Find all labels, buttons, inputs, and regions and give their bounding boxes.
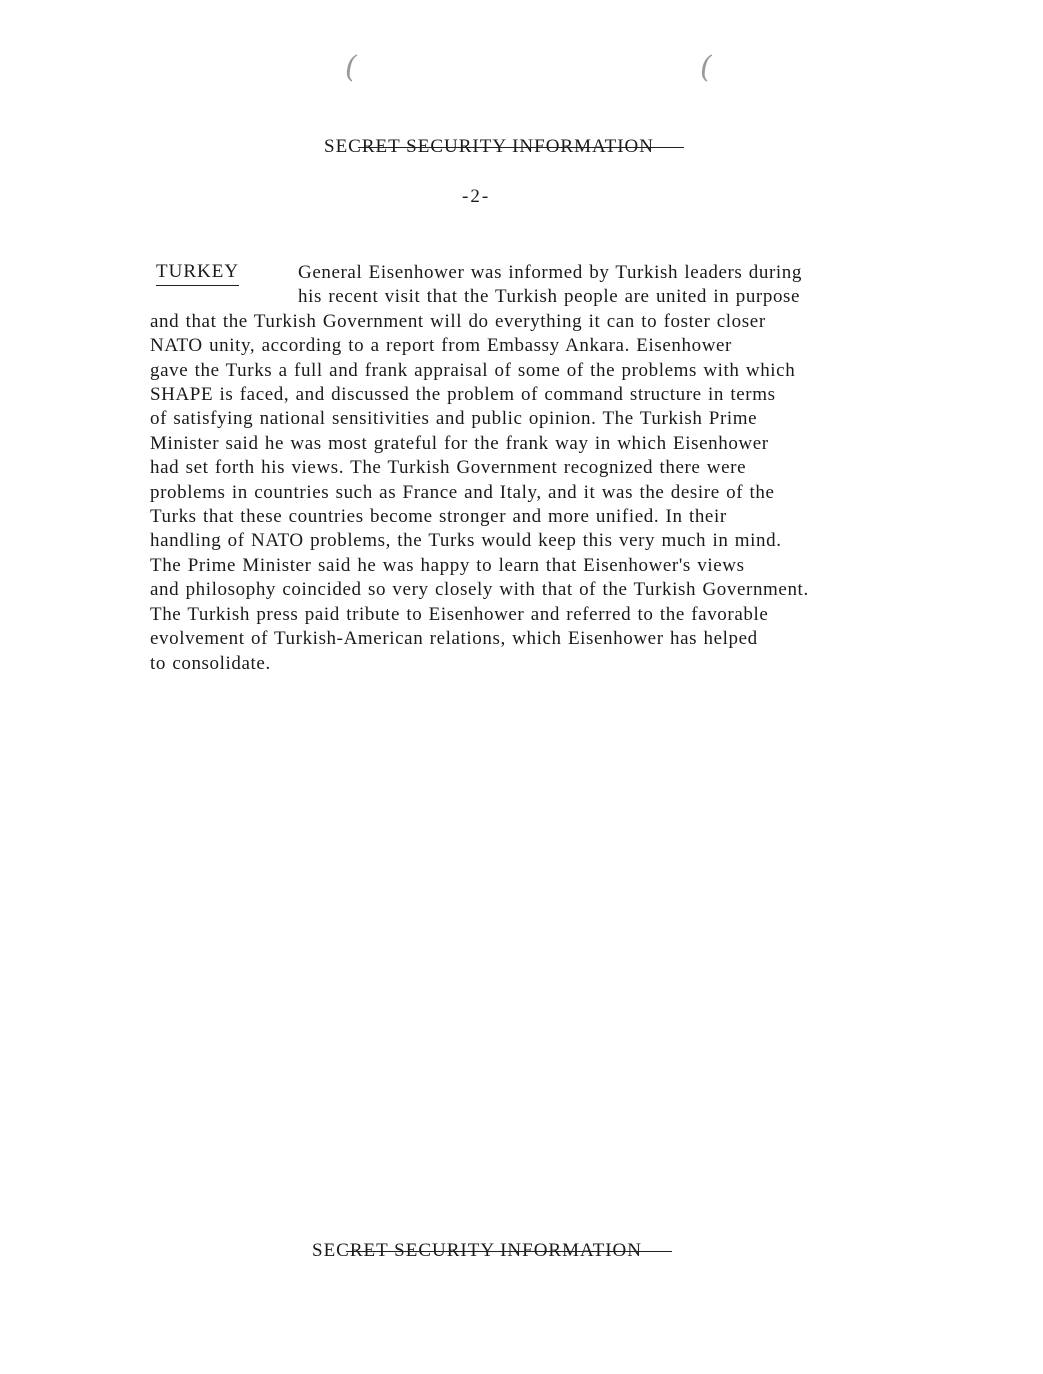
- section-label: TURKEY: [156, 261, 239, 286]
- binding-mark-left: (: [345, 50, 357, 85]
- body-line: to consolidate.: [150, 652, 271, 674]
- body-line: problems in countries such as France and Italy, and it was the desire of the: [150, 481, 775, 503]
- body-line: Turks that these countries become stronger and more unified. In their: [150, 506, 727, 528]
- body-line: had set forth his views. The Turkish Government recognized there were: [150, 457, 747, 479]
- body-line: Minister said he was most grateful for the frank way in which Eisenhower: [150, 432, 769, 454]
- section-body: [150, 261, 1000, 676]
- body-line: gave the Turks a full and frank appraisal of some of the problems with which: [150, 359, 796, 381]
- body-line: NATO unity, according to a report from Embassy Ankara. Eisenhower: [150, 335, 732, 357]
- page-number: -2-: [462, 186, 491, 207]
- body-line: General Eisenhower was informed by Turkish leaders during: [298, 262, 802, 283]
- body-line: of satisfying national sensitivities and public opinion. The Turkish Prime: [150, 408, 758, 430]
- classification-struck-text: RET SECURITY INFORMATION: [361, 136, 654, 157]
- classification-kept-text: SEC: [312, 1240, 350, 1261]
- body-line: and that the Turkish Government will do everything it can to foster closer: [150, 310, 766, 332]
- classification-kept-text: SEC: [324, 136, 362, 157]
- classification-struck-text: RET SECURITY INFORMATION: [349, 1240, 642, 1261]
- body-line: The Turkish press paid tribute to Eisenhower and referred to the favorable: [150, 603, 769, 625]
- body-line: and philosophy coincided so very closely with that of the Turkish Government.: [150, 579, 809, 601]
- binding-mark-right: (: [700, 50, 712, 85]
- body-line: evolvement of Turkish-American relations, which Eisenhower has helped: [150, 628, 758, 650]
- footer-classification: [312, 1240, 642, 1262]
- body-line: his recent visit that the Turkish people are united in purpose: [298, 286, 801, 308]
- body-line: handling of NATO problems, the Turks would keep this very much in mind.: [150, 530, 782, 552]
- body-line: The Prime Minister said he was happy to learn that Eisenhower's views: [150, 554, 745, 576]
- header-classification: [324, 136, 654, 158]
- body-line: SHAPE is faced, and discussed the problem of command structure in terms: [150, 384, 776, 406]
